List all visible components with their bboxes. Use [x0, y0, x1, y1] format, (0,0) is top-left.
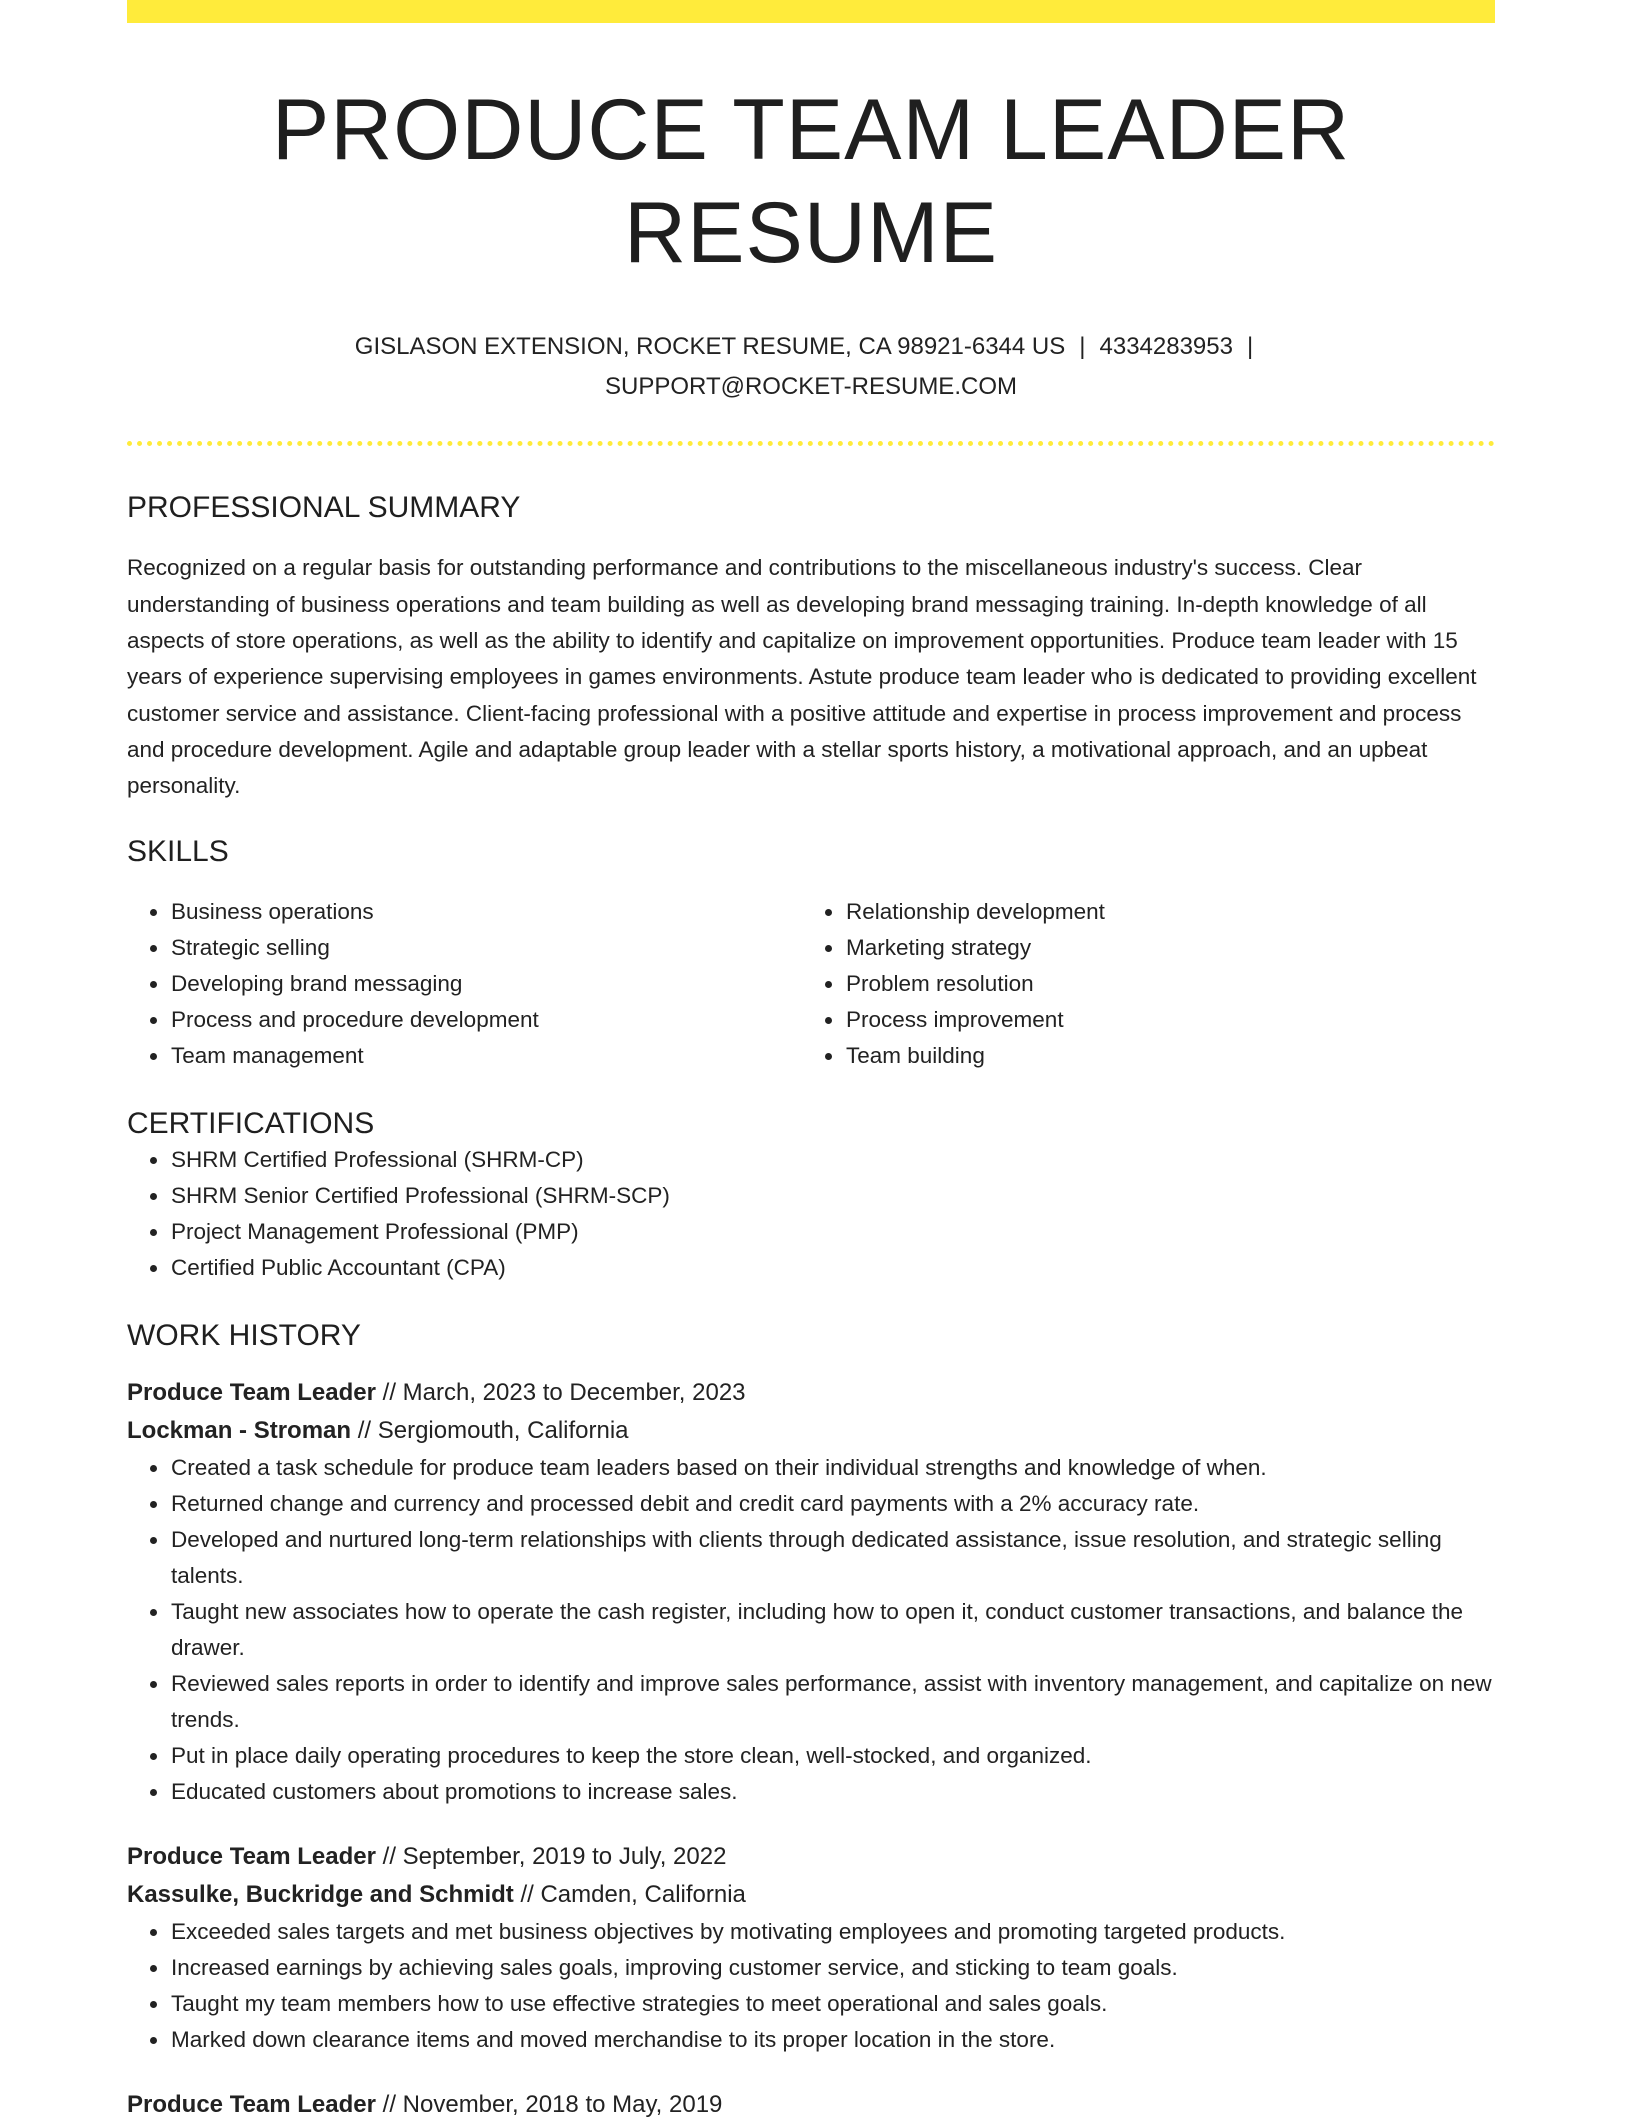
job-bullet: • Marked down clearance items and moved merchandise to its proper location in the store.: [170, 2022, 1495, 2058]
summary-heading: PROFESSIONAL SUMMARY: [127, 491, 521, 525]
skill-item: • Process and procedure development: [170, 1002, 802, 1038]
skill-item: • Business operations: [170, 894, 802, 930]
certification-item: • SHRM Senior Certified Professional (SHRM-SCP): [170, 1178, 1495, 1214]
certification-item: • Certified Public Accountant (CPA): [170, 1250, 1495, 1286]
work-history-heading: WORK HISTORY: [127, 1319, 361, 1353]
job-bullet: • Educated customers about promotions to increase sales.: [170, 1774, 1495, 1810]
skill-item: • Problem resolution: [845, 966, 1495, 1002]
certifications-list: [127, 1142, 1495, 1286]
job-bullet: • Increased earnings by achieving sales goals, improving customer service, and sticking to team goals.: [170, 1950, 1495, 1986]
dotted-divider: [127, 441, 1495, 446]
skill-item: • Developing brand messaging: [170, 966, 802, 1002]
skills-grid: [127, 894, 1495, 1074]
job-bullet: • Reviewed sales reports in order to identify and improve sales performance, assist with inventory management, and capitalize on new trends.: [170, 1666, 1495, 1738]
job-bullet: • Taught my team members how to use effective strategies to meet operational and sales goals.: [170, 1986, 1495, 2022]
job-company: Kassulke, Buckridge and Schmidt: [127, 1881, 514, 1909]
contact-address: GISLASON EXTENSION, ROCKET RESUME, CA 98921-6344 US: [354, 333, 1066, 361]
job-company: Lockman - Stroman: [127, 1417, 352, 1445]
skills-list-right: [802, 894, 1495, 1074]
job-title: Produce Team Leader: [127, 1379, 376, 1407]
skill-item: • Team building: [845, 1038, 1495, 1074]
certifications-heading: CERTIFICATIONS: [127, 1107, 375, 1141]
contact-separator: |: [1079, 333, 1086, 361]
skills-heading: SKILLS: [127, 835, 229, 869]
job-company-line: [127, 1412, 1495, 1450]
job-dates: // March, 2023 to December, 2023: [382, 1379, 746, 1407]
job-bullet: • Put in place daily operating procedures to keep the store clean, well-stocked, and organized.: [170, 1738, 1495, 1774]
skill-item: • Strategic selling: [170, 930, 802, 966]
job-title-line: [127, 2086, 1495, 2124]
job-bullets: [127, 1450, 1495, 1810]
job-dates: // November, 2018 to May, 2019: [382, 2091, 723, 2119]
job-title: Produce Team Leader: [127, 2091, 376, 2119]
accent-top-bar: [127, 0, 1495, 23]
job-title: Produce Team Leader: [127, 1843, 376, 1871]
job-bullet: • Exceeded sales targets and met business objectives by motivating employees and promoting targeted products.: [170, 1914, 1495, 1950]
contact-separator: |: [1246, 333, 1254, 361]
skill-item: • Team management: [170, 1038, 802, 1074]
job-title-line: [127, 1838, 1495, 1876]
resume-title: PRODUCE TEAM LEADER RESUME: [271, 82, 1351, 282]
certification-item: • Project Management Professional (PMP): [170, 1214, 1495, 1250]
job-title-line: [127, 1374, 1495, 1412]
skill-item: • Relationship development: [845, 894, 1495, 930]
job-bullets: [127, 1914, 1495, 2058]
contact-phone: 4334283953: [1099, 333, 1233, 361]
job-bullet: • Taught new associates how to operate the cash register, including how to open it, conduct customer transactions, and balance the drawer.: [170, 1594, 1495, 1666]
contact-line-2: [127, 367, 1495, 407]
summary-text: Recognized on a regular basis for outstanding performance and contributions to the miscellaneous industry's success. Clear understanding of business operations and team building as well as developing brand messaging training. In-depth knowledge of all aspects of store operations, as well as the ability to identify and capitalize on improvement opportunities. Produce team leader with 15 years of experience supervising employees in games environments. Astute produce team leader who is dedicated to providing excellent customer service and assistance. Client-facing professional with a positive attitude and expertise in process improvement and process and procedure development. Agile and adaptable group leader with a stellar sports history, a motivational approach, and an upbeat personality.: [127, 555, 1477, 799]
job-entry: [127, 2086, 1495, 2124]
skill-item: • Process improvement: [845, 1002, 1495, 1038]
contact-info: [127, 327, 1495, 407]
job-dates: // September, 2019 to July, 2022: [382, 1843, 727, 1871]
job-company-line: [127, 1876, 1495, 1914]
job-bullet: • Created a task schedule for produce team leaders based on their individual strengths and knowledge of when.: [170, 1450, 1495, 1486]
contact-email: SUPPORT@ROCKET-RESUME.COM: [605, 373, 1017, 401]
job-location: // Sergiomouth, California: [357, 1417, 629, 1445]
job-location: // Camden, California: [520, 1881, 746, 1909]
job-bullet: • Developed and nurtured long-term relationships with clients through dedicated assistance, issue resolution, and strategic selling talents.: [170, 1522, 1495, 1594]
resume-page: [127, 0, 1495, 2124]
skills-list-left: [127, 894, 802, 1074]
certification-item: • SHRM Certified Professional (SHRM-CP): [170, 1142, 1495, 1178]
job-bullet: • Returned change and currency and processed debit and credit card payments with a 2% accuracy rate.: [170, 1486, 1495, 1522]
job-entry: [127, 1838, 1495, 2058]
skill-item: • Marketing strategy: [845, 930, 1495, 966]
contact-line-1: [127, 327, 1495, 367]
job-entry: [127, 1374, 1495, 1810]
